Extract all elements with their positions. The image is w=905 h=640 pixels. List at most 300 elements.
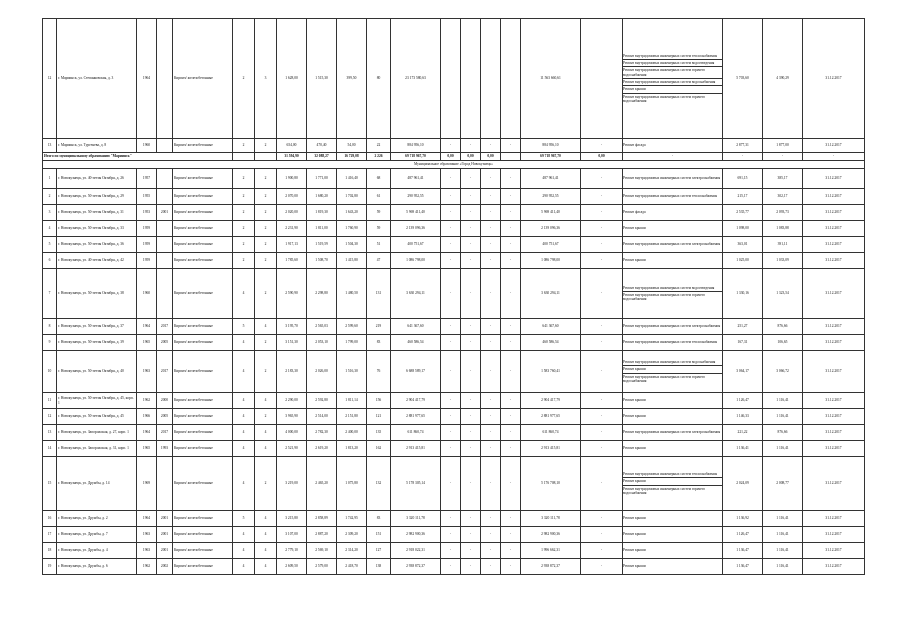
work-item: Ремонт внутридомовых инженерных систем теплоснабжения [623, 340, 718, 345]
row-number: 6 [43, 253, 57, 269]
other-cost: - [501, 205, 521, 221]
wall-material: Кирпич/ железобетонные [173, 511, 233, 527]
extra-cost: - [581, 189, 623, 205]
wall-material: Кирпич/ железобетонные [173, 139, 233, 153]
residents-count: 80 [367, 19, 391, 139]
unit-cost-limit: 1 136,47 [723, 543, 763, 559]
fund-cost: - [441, 457, 461, 511]
build-year: 1963 [137, 543, 157, 559]
living-area: 2 465,20 [307, 457, 337, 511]
unit-cost: 876,66 [763, 319, 803, 335]
total-cost: 6 688 589,17 [391, 351, 441, 393]
works-list [623, 209, 722, 215]
extra-cost: - [581, 441, 623, 457]
regional-cost [461, 19, 481, 139]
total-area: 3 195,70 [277, 319, 307, 335]
total-cost: 2 913 415,81 [391, 441, 441, 457]
work-item: Ремонт внутридомовых инженерных систем водоснабжения [623, 79, 722, 86]
build-year: 1966 [137, 409, 157, 425]
fund-cost: - [441, 189, 461, 205]
unit-cost-limit: 215,17 [723, 189, 763, 205]
renovation-year: 2005 [157, 409, 173, 425]
completion-date: 31.12.2017 [803, 221, 865, 237]
regional-cost: - [461, 543, 481, 559]
living-area: 2 026,00 [307, 351, 337, 393]
owner-cost: 1 996 662,31 [521, 543, 581, 559]
works-cell [623, 335, 723, 351]
work-item: Ремонт внутридомовых инженерных систем горячего водоснабжения [623, 374, 706, 383]
unit-cost: 385,17 [763, 169, 803, 189]
owner-cost: 611 860,74 [521, 425, 581, 441]
completion-date: 31.12.2017 [803, 441, 865, 457]
works-cell [623, 319, 723, 335]
total-cost-sum: 69 718 967,70 [391, 153, 441, 161]
regional-cost: - [461, 425, 481, 441]
total-area: 2 590,90 [277, 269, 307, 319]
entrances-count: 4 [255, 559, 277, 575]
table-row [43, 253, 865, 269]
total-cost: 487 961,41 [391, 169, 441, 189]
fund-cost: - [441, 205, 461, 221]
residents-count: 151 [367, 527, 391, 543]
row-number: 8 [43, 319, 57, 335]
row-number: 1 [43, 169, 57, 189]
completion-date: 31.12.2017 [803, 511, 865, 527]
work-item: Ремонт крыши [623, 564, 646, 569]
renovation-year [157, 221, 173, 237]
fund-cost: - [441, 269, 461, 319]
residents-count: 156 [367, 393, 391, 409]
unit-cost-limit: 1 136,47 [723, 559, 763, 575]
row-number: 16 [43, 511, 57, 527]
owned-area: 1 811,14 [337, 393, 367, 409]
extra-cost: - [581, 205, 623, 221]
work-item: Ремонт внутридомовых инженерных систем теплоснабжения [623, 53, 722, 60]
entrances-count: 2 [255, 205, 277, 221]
unit-cost-limit: 3 064,17 [723, 351, 763, 393]
build-year: 1964 [137, 19, 157, 139]
work-item: Ремонт внутридомовых инженерных систем водоотведения [623, 60, 722, 67]
residents-count: 131 [367, 269, 391, 319]
address-cell: г. Мариинск, ул. Степанковская, д. 3 [57, 19, 137, 139]
row-number: 2 [43, 189, 57, 205]
entrances-count: 4 [255, 543, 277, 559]
works-list [623, 323, 722, 329]
work-item: Ремонт крыши [623, 446, 646, 451]
work-item: Ремонт крыши [623, 532, 646, 537]
work-item: Ремонт внутридомовых инженерных систем горячего водоснабжения [623, 292, 706, 302]
total-works: - [623, 153, 723, 161]
table-row [43, 221, 865, 237]
total-cost: 1 086 798,00 [391, 253, 441, 269]
work-item: Ремонт крыши [623, 226, 646, 231]
owner-cost: 2 938 872,37 [521, 559, 581, 575]
total-area: 2 779,10 [277, 543, 307, 559]
regional-cost: - [461, 189, 481, 205]
renovation-year: 2017 [157, 351, 173, 393]
works-cell [623, 189, 723, 205]
total-area: 1 628,00 [277, 19, 307, 139]
wall-material: Кирпич/ железобетонные [173, 409, 233, 425]
unit-cost: 391,11 [763, 237, 803, 253]
renovation-year: 2002 [157, 559, 173, 575]
build-year: 1960 [137, 139, 157, 153]
row-number: 17 [43, 527, 57, 543]
extra-cost: - [581, 319, 623, 335]
renovation-year: 2005 [157, 335, 173, 351]
address-cell: г. Новокузнецк, ул. 50-летия Октября, д. 45, корп. 1 [57, 393, 137, 409]
renovation-year: 2017 [157, 425, 173, 441]
regional-cost: - [461, 335, 481, 351]
extra-cost: - [581, 269, 623, 319]
municipal-cost [481, 19, 501, 139]
wall-material: Кирпич/ железобетонные [173, 189, 233, 205]
regional-cost: - [461, 393, 481, 409]
other-cost: - [501, 393, 521, 409]
owned-area: 2 400,00 [337, 425, 367, 441]
unit-cost: 1 877,00 [763, 139, 803, 153]
total-total-area: 31 594,90 [277, 153, 307, 161]
works-list [623, 445, 722, 451]
table-row [43, 441, 865, 457]
municipal-cost: - [481, 319, 501, 335]
wall-material: Кирпич/ железобетонные [173, 457, 233, 511]
regional-cost: - [461, 559, 481, 575]
total-cost: 641 367,60 [391, 319, 441, 335]
residents-count: 162 [367, 441, 391, 457]
floors-count: 2 [233, 169, 255, 189]
renovation-year: 2017 [157, 319, 173, 335]
total-area: 3 219,00 [277, 457, 307, 511]
renovation-year [157, 457, 173, 511]
wall-material: Кирпич/ железобетонные [173, 351, 233, 393]
address-cell: г. Новокузнецк, ул. 50-летия Октября, д. 38 [57, 269, 137, 319]
living-area: 2 579,00 [307, 559, 337, 575]
fund-cost: - [441, 543, 461, 559]
unit-cost-limit: 1 098,00 [723, 221, 763, 237]
living-area: 2 514,00 [307, 409, 337, 425]
fund-cost: - [441, 335, 461, 351]
entrances-count: 2 [255, 351, 277, 393]
regional-cost: - [461, 253, 481, 269]
floors-count: 2 [233, 19, 255, 139]
municipal-cost: - [481, 409, 501, 425]
residents-count: 219 [367, 319, 391, 335]
address-cell: г. Новокузнецк, ул. Дружбы, д. 6 [57, 559, 137, 575]
build-year: 1963 [137, 527, 157, 543]
unit-cost-limit: 251,27 [723, 319, 763, 335]
total-cost: 611 860,74 [391, 425, 441, 441]
total-area: 3 965,90 [277, 409, 307, 425]
entrances-count: 2 [255, 457, 277, 511]
address-cell: г. Новокузнецк, ул. Запорожская, д. 31, корп. 1 [57, 441, 137, 457]
floors-count: 4 [233, 409, 255, 425]
floors-count: 4 [233, 425, 255, 441]
owned-area: 1 813,20 [337, 441, 367, 457]
works-list [623, 547, 722, 553]
build-year: 1962 [137, 559, 157, 575]
owned-area: 1 480,50 [337, 269, 367, 319]
table-row [43, 335, 865, 351]
renovation-year: 2000 [157, 393, 173, 409]
unit-cost-limit: 1 330,16 [723, 269, 763, 319]
residents-count: 83 [367, 511, 391, 527]
row-number: 11 [43, 393, 57, 409]
build-year: 1964 [137, 425, 157, 441]
work-item: Ремонт фасада [623, 210, 646, 215]
completion-date: 31.12.2017 [803, 189, 865, 205]
unit-cost-limit: 691,15 [723, 169, 763, 189]
living-area: 1 515,30 [307, 19, 337, 139]
fund-cost: - [441, 425, 461, 441]
renovation-year [157, 253, 173, 269]
living-area: 1 771,00 [307, 169, 337, 189]
row-number: 12 [43, 409, 57, 425]
row-number: 3 [43, 205, 57, 221]
total-area: 3 107,00 [277, 527, 307, 543]
wall-material: Кирпич/ железобетонные [173, 441, 233, 457]
wall-material: Кирпич/ железобетонные [173, 169, 233, 189]
owner-cost: 3 320 111,78 [521, 511, 581, 527]
owner-cost: 884 956,10 [521, 139, 581, 153]
extra-cost: - [581, 335, 623, 351]
owner-cost: 5 969 411,40 [521, 205, 581, 221]
fund-cost: - [441, 253, 461, 269]
regional-cost: - [461, 237, 481, 253]
owner-cost: 2 982 900,36 [521, 527, 581, 543]
unit-cost: 1 033,09 [763, 253, 803, 269]
regional-cost: - [461, 527, 481, 543]
municipal-cost: - [481, 253, 501, 269]
row-number: 9 [43, 335, 57, 351]
build-year: 1964 [137, 319, 157, 335]
owned-area: 1 742,95 [337, 511, 367, 527]
work-item: Ремонт крыши [623, 258, 646, 263]
work-item: Ремонт крыши [623, 366, 722, 373]
unit-cost: 1 116,41 [763, 527, 803, 543]
unit-cost: 1 083,88 [763, 221, 803, 237]
municipal-cost: - [481, 457, 501, 511]
work-item: Ремонт внутридомовых инженерных систем горячего водоснабжения [623, 67, 722, 79]
work-item: Ремонт крыши [623, 398, 646, 403]
section-title: Муниципальное образование «Город Новокузнецк» [43, 161, 865, 169]
wall-material: Кирпич/ железобетонные [173, 527, 233, 543]
table-row [43, 543, 865, 559]
regional-cost: - [461, 221, 481, 237]
works-list [623, 285, 722, 303]
total-cost: 23 173 580,63 [391, 19, 441, 139]
address-cell: г. Новокузнецк, ул. 50-летия Октября, д. 31 [57, 205, 137, 221]
residents-count: 135 [367, 425, 391, 441]
completion-date: 31.12.2017 [803, 543, 865, 559]
total-cost: 2 918 022,31 [391, 543, 441, 559]
municipal-cost: - [481, 543, 501, 559]
residents-count: 22 [367, 139, 391, 153]
work-item: Ремонт крыши [623, 478, 722, 485]
living-area: 1 508,70 [307, 253, 337, 269]
municipal-cost: - [481, 393, 501, 409]
entrances-count: 2 [255, 221, 277, 237]
living-area: 1 819,30 [307, 205, 337, 221]
total-unit-limit: - [723, 153, 763, 161]
unit-cost: 1 116,41 [763, 559, 803, 575]
row-number: 13 [43, 425, 57, 441]
works-cell [623, 543, 723, 559]
total-label: Итого по муниципальному образованию "Мариинск" [43, 153, 233, 161]
works-list [623, 471, 722, 496]
municipal-cost: - [481, 441, 501, 457]
wall-material: Кирпич/ железобетонные [173, 393, 233, 409]
unit-cost-limit: 1 146,33 [723, 409, 763, 425]
works-cell [623, 253, 723, 269]
total-residents: 2 226 [367, 153, 391, 161]
works-cell [623, 393, 723, 409]
floors-count: 2 [233, 189, 255, 205]
owned-area: 2 309,20 [337, 527, 367, 543]
municipal-cost: - [481, 205, 501, 221]
work-item: Ремонт крыши [623, 516, 646, 521]
owner-cost: 1 583 760,41 [521, 351, 581, 393]
floors-count: 2 [233, 139, 255, 153]
total-cost: 2 881 977,65 [391, 409, 441, 425]
municipal-cost: - [481, 351, 501, 393]
total-cost: 3 320 111,78 [391, 511, 441, 527]
row-number: 5 [43, 237, 57, 253]
extra-cost [581, 19, 623, 139]
address-cell: г. Новокузнецк, ул. 50-летия Октября, д. 29 [57, 189, 137, 205]
total-cost: 2 982 900,36 [391, 527, 441, 543]
other-cost: - [501, 221, 521, 237]
owner-cost: 2 904 417,79 [521, 393, 581, 409]
total-area: 1 917,13 [277, 237, 307, 253]
owner-cost: 3 630 294,11 [521, 269, 581, 319]
unit-cost-limit: 5 703,60 [723, 19, 763, 139]
unit-cost-limit: 1 025,00 [723, 253, 763, 269]
works-cell [623, 511, 723, 527]
table-body [43, 19, 865, 575]
living-area: 2 782,30 [307, 425, 337, 441]
living-area: 1 519,59 [307, 237, 337, 253]
unit-cost: 1 323,54 [763, 269, 803, 319]
unit-cost: 2 008,77 [763, 457, 803, 511]
other-cost: - [501, 559, 521, 575]
residents-count: 68 [367, 169, 391, 189]
document-sheet [42, 18, 864, 575]
total-area: 2 020,00 [277, 205, 307, 221]
floors-count: 2 [233, 205, 255, 221]
total-row [43, 153, 865, 161]
address-cell: г. Новокузнецк, ул. 50-летия Октября, д. 40 [57, 351, 137, 393]
table-row [43, 139, 865, 153]
renovation-year: 1993 [157, 441, 173, 457]
residents-count: 121 [367, 409, 391, 425]
works-cell [623, 351, 723, 393]
residents-count: 83 [367, 335, 391, 351]
works-list [623, 397, 722, 403]
total-owned-area: 16 729,08 [337, 153, 367, 161]
total-other-cost [501, 153, 521, 161]
unit-cost: 302,17 [763, 189, 803, 205]
regional-cost: - [461, 269, 481, 319]
works-list [623, 175, 722, 181]
extra-cost: - [581, 237, 623, 253]
address-cell: г. Новокузнецк, ул. 50-летия Октября, д. 37 [57, 319, 137, 335]
entrances-count: 4 [255, 511, 277, 527]
address-cell: г. Новокузнецк, ул. Дружбы, д. 4 [57, 543, 137, 559]
municipal-cost: - [481, 139, 501, 153]
works-list [623, 193, 722, 199]
unit-cost-limit: 2 877,31 [723, 139, 763, 153]
municipal-cost: - [481, 189, 501, 205]
completion-date: 31.12.2017 [803, 527, 865, 543]
entrances-count: 4 [255, 319, 277, 335]
owned-area: 1 415,80 [337, 253, 367, 269]
extra-cost: - [581, 543, 623, 559]
table-row [43, 409, 865, 425]
works-list [623, 53, 722, 104]
table-row [43, 319, 865, 335]
works-cell [623, 457, 723, 511]
completion-date: 31.12.2017 [803, 335, 865, 351]
renovation-year [157, 269, 173, 319]
table-row [43, 205, 865, 221]
address-cell: г. Новокузнецк, ул. Запорожская, д. 27, корп. 1 [57, 425, 137, 441]
total-cost: 2 139 096,36 [391, 221, 441, 237]
work-item: Ремонт крыши [623, 414, 646, 419]
extra-cost: - [581, 169, 623, 189]
total-area: 3 215,80 [277, 511, 307, 527]
total-owner-cost: 69 718 967,70 [521, 153, 581, 161]
floors-count: 4 [233, 559, 255, 575]
owner-cost: 460 586,54 [521, 335, 581, 351]
other-cost: - [501, 269, 521, 319]
total-municipal-cost: 0,00 [481, 153, 501, 161]
living-area: 2 592,80 [307, 393, 337, 409]
works-list [623, 429, 722, 435]
works-cell [623, 205, 723, 221]
total-area: 1 785,60 [277, 253, 307, 269]
total-unit-cost: - [763, 153, 803, 161]
owned-area: 399,50 [337, 19, 367, 139]
owned-area: 1 799,00 [337, 335, 367, 351]
completion-date: 31.12.2017 [803, 237, 865, 253]
works-cell [623, 221, 723, 237]
total-area: 2 183,30 [277, 351, 307, 393]
living-area: 1 680,20 [307, 189, 337, 205]
municipal-cost: - [481, 221, 501, 237]
living-area: 2 887,20 [307, 527, 337, 543]
regional-cost: - [461, 441, 481, 457]
owned-area: 1 416,40 [337, 169, 367, 189]
owner-cost: 641 367,60 [521, 319, 581, 335]
build-year: 1959 [137, 237, 157, 253]
row-number: 19 [43, 559, 57, 575]
works-cell [623, 425, 723, 441]
fund-cost: - [441, 409, 461, 425]
works-list [623, 142, 722, 148]
residents-count: 59 [367, 221, 391, 237]
floors-count: 4 [233, 335, 255, 351]
address-cell: г. Новокузнецк, ул. 50-летия Октября, д. 33 [57, 221, 137, 237]
build-year: 1955 [137, 189, 157, 205]
entrances-count: 2 [255, 169, 277, 189]
extra-cost: - [581, 409, 623, 425]
living-area: 2 858,89 [307, 511, 337, 527]
work-item: Ремонт внутридомовых инженерных систем горячего водоснабжения [623, 486, 706, 495]
owner-cost: 1 086 798,00 [521, 253, 581, 269]
other-cost: - [501, 237, 521, 253]
total-cost: 460 586,54 [391, 335, 441, 351]
